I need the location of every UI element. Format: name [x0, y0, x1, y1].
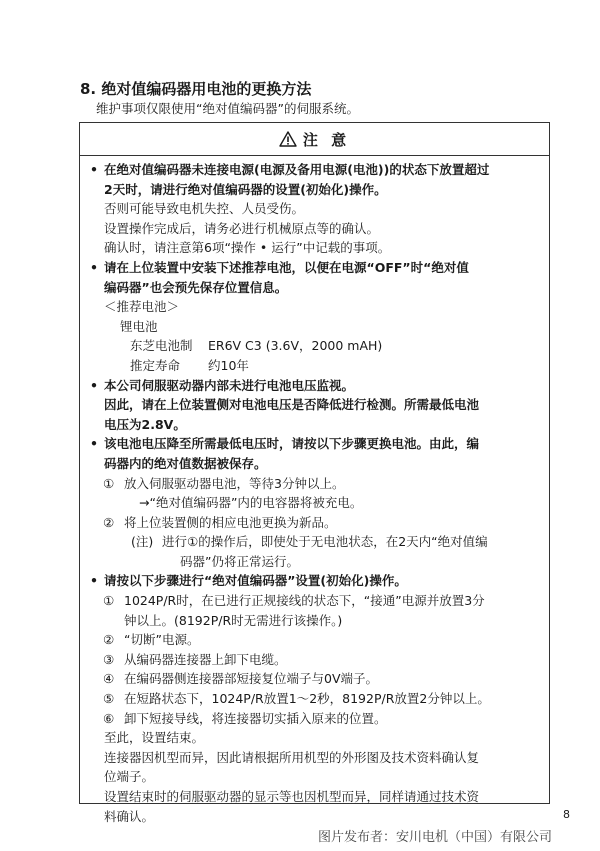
step-text: 放入伺服驱动器电池，等待3分钟以上。 — [124, 475, 345, 491]
step-sub-line: →“绝对值编码器”内的电容器将被充电。 — [139, 495, 363, 511]
spec-value: 约10年 — [208, 357, 249, 373]
numbered-step — [87, 591, 541, 630]
numbered-step — [87, 513, 541, 533]
bullet-dot: • — [90, 377, 98, 393]
body-line: 连接器因机型而异，因此请根据所用机型的外形图及技术资料确认复 — [104, 749, 480, 765]
numbered-step — [87, 630, 541, 650]
bullet-text-line: 电压为2.8V。 — [104, 416, 186, 432]
publisher-caption: 图片发布者：安川电机（中国）有限公司 — [318, 830, 553, 845]
body-line: 料确认。 — [104, 808, 155, 824]
step-mark: ⑤ — [103, 691, 115, 707]
bullet-text-line: 因此，请在上位装置侧对电池电压是否降低进行检测。所需最低电池 — [104, 397, 480, 413]
bullet-text-line: 编码器”也会预先保存位置信息。 — [104, 279, 288, 295]
numbered-step — [87, 474, 541, 494]
spec-key: 东芝电池制 — [130, 338, 193, 354]
step-text: 1024P/R时，在已进行正规接线的状态下，“接通”电源并放置3分 — [124, 593, 485, 609]
step-mark: ① — [103, 475, 115, 491]
note-mark: (注) — [131, 534, 154, 550]
spec-row — [87, 336, 541, 356]
bullet-dot: • — [90, 573, 98, 589]
numbered-step — [87, 669, 541, 689]
body-line: 设置结束时的伺服驱动器的显示等也因机型而异，同样请通过技术资 — [104, 789, 480, 804]
bullet-text-line: 2天时，请进行绝对值编码器的设置(初始化)操作。 — [104, 181, 387, 197]
caution-header — [80, 123, 549, 156]
caution-body — [80, 156, 549, 826]
recommend-label: ＜推荐电池＞ — [104, 299, 180, 315]
body-line: 至此，设置结束。 — [104, 730, 205, 746]
step-text: 卸下短接导线，将连接器切实插入原来的位置。 — [124, 710, 387, 726]
step-text: 在编码器侧连接器部短接复位端子与0V端子。 — [124, 671, 379, 687]
note-text-line: 进行①的操作后，即使处于无电池状态，在2天内“绝对值编 — [162, 534, 488, 550]
page-number: 8 — [563, 808, 570, 821]
caution-title: 注 意 — [302, 130, 351, 149]
step-text: 在短路状态下，1024P/R放置1～2秒，8192P/R放置2分钟以上。 — [124, 691, 490, 707]
step-mark: ① — [103, 593, 115, 609]
step-mark: ③ — [103, 651, 115, 667]
bullet-dot: • — [90, 436, 98, 452]
numbered-step — [87, 650, 541, 670]
note-text-line: 码器”仍将正常运行。 — [180, 553, 299, 569]
spec-value: ER6V C3 (3.6V，2000 mAH) — [208, 338, 383, 354]
body-line: 设置操作完成后，请务必进行机械原点等的确认。 — [104, 220, 380, 236]
spec-key: 推定寿命 — [130, 357, 181, 373]
section-subtitle: 维护事项仅限使用“绝对值编码器”的伺服系统。 — [96, 101, 359, 116]
step-mark: ② — [103, 632, 115, 648]
section-title: 8. 绝对值编码器用电池的更换方法 — [80, 80, 312, 98]
body-line: 否则可能导致电机失控、人员受伤。 — [104, 201, 305, 217]
step-text: “切断”电源。 — [124, 632, 200, 648]
note-item — [87, 532, 541, 571]
step-mark: ④ — [103, 671, 115, 687]
step-text: 从编码器连接器上卸下电缆。 — [124, 651, 287, 667]
battery-type: 锂电池 — [120, 318, 158, 334]
bullet-item — [87, 376, 541, 435]
bullet-text-line: 本公司伺服驱动器内部未进行电池电压监视。 — [104, 377, 355, 393]
warning-triangle-icon — [279, 131, 297, 147]
bullet-item — [87, 258, 541, 297]
body-line: 确认时，请注意第6项“操作 • 运行”中记载的事项。 — [104, 240, 391, 256]
step-mark: ② — [103, 514, 115, 530]
bullet-dot: • — [90, 162, 98, 177]
body-line: 位端子。 — [104, 769, 155, 785]
numbered-step — [87, 709, 541, 729]
spec-row — [87, 356, 541, 376]
bullet-text-line: 码器内的绝对值数据被保存。 — [104, 455, 267, 471]
bullet-text-line: 请在上位装置中安装下述推荐电池，以便在电源“OFF”时“绝对值 — [104, 259, 469, 275]
step-text: 将上位装置侧的相应电池更换为新品。 — [124, 514, 337, 530]
bullet-item — [87, 571, 541, 591]
caution-box — [79, 122, 550, 824]
step-mark: ⑥ — [103, 710, 115, 726]
step-text: 钟以上。(8192P/R时无需进行该操作。) — [124, 612, 343, 628]
bullet-text-line: 在绝对值编码器未连接电源(电源及备用电源(电池))的状态下放置超过 — [104, 162, 490, 177]
bullet-text-line: 该电池电压降至所需最低电压时，请按以下步骤更换电池。由此，编 — [104, 436, 480, 452]
bullet-item — [87, 160, 541, 199]
bullet-dot: • — [90, 259, 98, 275]
bullet-item — [87, 434, 541, 473]
bullet-text-line: 请按以下步骤进行“绝对值编码器”设置(初始化)操作。 — [104, 573, 407, 589]
numbered-step — [87, 689, 541, 709]
